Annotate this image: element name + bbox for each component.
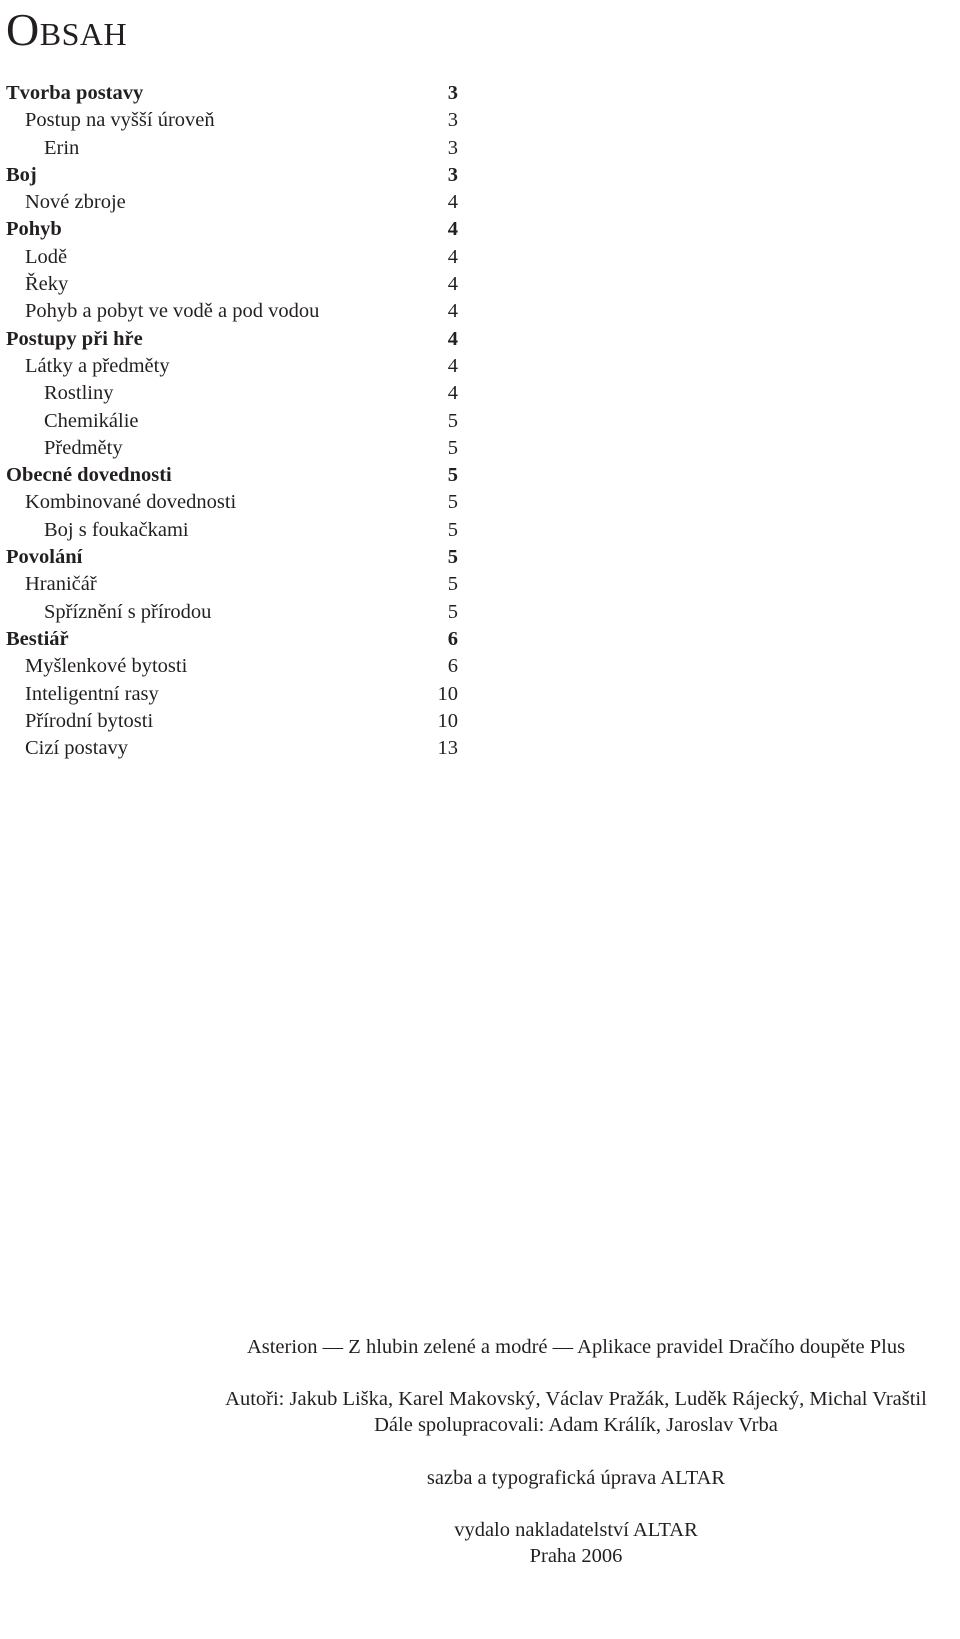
toc-entry-label: Postup na vyšší úroveň [25, 109, 215, 132]
toc-entry [6, 489, 458, 516]
toc-entry-label: Erin [44, 136, 80, 159]
toc-entry [6, 162, 458, 189]
toc-entry [6, 708, 458, 735]
toc-entry [6, 353, 458, 380]
toc-entry-page: 5 [447, 436, 458, 459]
toc-entry [6, 653, 458, 680]
toc-entry [6, 380, 458, 407]
toc-entry-label: Nové zbroje [25, 191, 126, 214]
place-year-line: Praha 2006 [529, 1545, 623, 1567]
publisher-line: vydalo nakladatelství ALTAR [454, 1519, 698, 1541]
toc-entry [6, 216, 458, 243]
toc-entry-page: 6 [447, 627, 458, 650]
toc-entry-page: 4 [447, 382, 458, 405]
toc-entry-page: 5 [447, 546, 458, 569]
toc-entry-page: 4 [447, 191, 458, 214]
toc-entry-label: Bestiář [6, 627, 69, 650]
collaborators-line: Dále spolupracovali: Adam Králík, Jaroslav Vrba [374, 1414, 778, 1436]
toc-entry [6, 735, 458, 762]
toc-entry [6, 80, 458, 107]
toc-entry [6, 408, 458, 435]
toc-entry-label: Spříznění s přírodou [44, 600, 212, 623]
toc-entry-page: 4 [447, 327, 458, 350]
toc-entry-label: Obecné dovednosti [6, 464, 172, 487]
toc-entry-page: 5 [447, 518, 458, 541]
table-of-contents [6, 80, 458, 762]
toc-entry-page: 4 [447, 354, 458, 377]
toc-entry-page: 4 [447, 218, 458, 241]
toc-entry-label: Rostliny [44, 382, 114, 405]
toc-entry-label: Hraničář [25, 573, 97, 596]
toc-entry-page: 3 [447, 163, 458, 186]
toc-entry-page: 4 [447, 245, 458, 268]
toc-entry [6, 517, 458, 544]
authors-line: Autoři: Jakub Liška, Karel Makovský, Václav Pražák, Luděk Rájecký, Michal Vraštil [225, 1388, 927, 1410]
toc-entry-page: 13 [437, 737, 458, 760]
toc-entry [6, 626, 458, 653]
toc-entry-label: Povolání [6, 546, 83, 569]
toc-entry-label: Tvorba postavy [6, 82, 144, 104]
toc-entry [6, 435, 458, 462]
toc-entry-label: Pohyb [6, 218, 62, 241]
toc-entry-label: Myšlenkové bytosti [25, 655, 188, 678]
toc-entry [6, 462, 458, 489]
toc-entry [6, 135, 458, 162]
toc-entry-page: 6 [447, 655, 458, 678]
toc-entry-page: 4 [447, 300, 458, 323]
toc-entry-label: Postupy při hře [6, 327, 143, 350]
toc-entry [6, 544, 458, 571]
page-title: Obsah [6, 4, 128, 55]
toc-entry [6, 189, 458, 216]
toc-entry [6, 271, 458, 298]
toc-entry [6, 599, 458, 626]
toc-entry [6, 571, 458, 598]
typesetting-line: sazba a typografická úprava ALTAR [426, 1467, 726, 1489]
toc-entry-label: Boj [6, 163, 37, 186]
toc-entry-page: 10 [437, 682, 458, 705]
toc-entry-page: 3 [447, 136, 458, 159]
toc-entry-page: 5 [447, 600, 458, 623]
toc-entry-label: Lodě [25, 245, 68, 268]
toc-entry-label: Předměty [44, 436, 123, 459]
toc-entry-label: Chemikálie [44, 409, 139, 432]
toc-entry-page: 5 [447, 464, 458, 487]
toc-entry-label: Cizí postavy [25, 737, 129, 760]
toc-entry [6, 681, 458, 708]
toc-entry-page: 10 [437, 709, 458, 732]
toc-entry-page: 3 [447, 109, 458, 132]
toc-entry-page: 4 [447, 273, 458, 296]
toc-entry-label: Přírodní bytosti [25, 709, 154, 732]
toc-entry-label: Řeky [25, 273, 69, 296]
toc-entry-page: 3 [447, 82, 458, 104]
toc-entry-page: 5 [447, 573, 458, 596]
toc-entry-page: 5 [447, 409, 458, 432]
toc-entry-label: Pohyb a pobyt ve vodě a pod vodou [25, 300, 320, 323]
toc-entry-label: Látky a předměty [25, 354, 170, 377]
toc-entry-label: Boj s foukačkami [44, 518, 189, 541]
book-title-line: Asterion — Z hlubin zelené a modré — Aplikace pravidel Dračího doupěte Plus [246, 1336, 906, 1358]
toc-entry-label: Inteligentní rasy [25, 682, 159, 705]
toc-entry [6, 107, 458, 134]
toc-entry [6, 244, 458, 271]
toc-entry-page: 5 [447, 491, 458, 514]
toc-entry-label: Kombinované dovednosti [25, 491, 237, 514]
toc-entry [6, 298, 458, 325]
toc-entry [6, 326, 458, 353]
